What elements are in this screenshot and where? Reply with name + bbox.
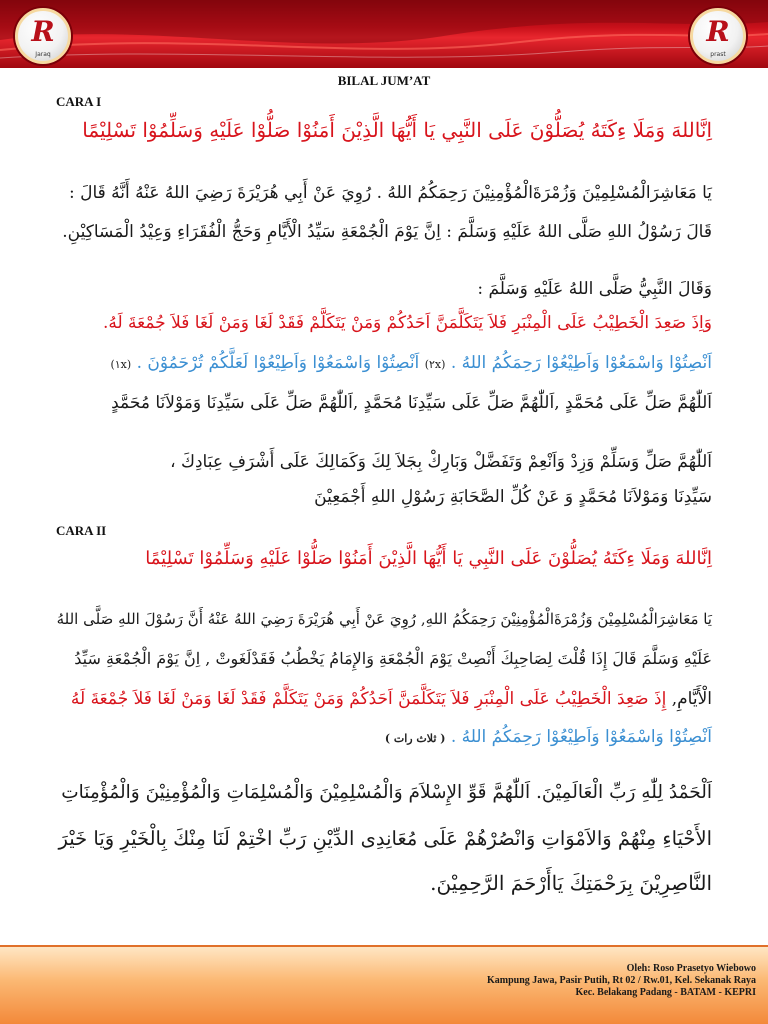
cara1-line-3: وَقَالَ النَّبِيُّ صَلَّى اللهُ عَلَيْهِ وَسَلَّمَ : — [477, 279, 712, 299]
footer-top-line — [0, 945, 768, 947]
cara1-blue-line — [110, 353, 712, 373]
footer-author: Oleh: Roso Prasetyo Wiebowo — [626, 963, 756, 974]
cara2-line-3-black: الْأَيَّامِ, — [671, 689, 712, 709]
cara2-blue-text: اَنْصِتُوْا وَاسْمَعُوْا وَاَطِيْعُوْا رَحِمَكُمُ اللهُ . — [450, 727, 712, 747]
cara1-salawat-3: سَيِّدِنَا وَمَوْلاَنَا مُحَمَّدٍ وَ عَنْ كُلِّ الصَّحَابَةِ رَسُوْلِ اللهِ أَجْمَعِيْنَ — [314, 487, 712, 507]
cara1-salawat-2: اَللّٰهُمَّ صَلِّ وَسَلِّمْ وَزِدْ وَاَنْعِمْ وَتَفَضَّلْ وَبَارِكْ بِجَلاَ لِكَ وَكَمَالِكَ عَلَى أَشْرَفِ عِبَادِكَ ، — [170, 452, 712, 472]
cara2-blue-line — [385, 727, 712, 747]
cara2-line-1: يَا مَعَاشِرَالْمُسْلِمِيْنَ وَزُمْرَةَالْمُؤْمِنِيْنَ رَحِمَكُمُ اللهِ, رُوِيَ عَنْ أَبِي هُرَيْرَةَ رَضِيَ اللهُ عَنْهُ أَنَّ رَسُوْلَ اللهِ صَلَّى اللهُ — [56, 610, 712, 628]
cara1-line-2: قَالَ رَسُوْلُ اللهِ صَلَّى اللهُ عَلَيْهِ وَسَلَّمَ : اِنَّ يَوْمَ الْجُمْعَةِ سَيِّدُ الْأَيَّامِ وَحَجُّ الْفُقَرَاءِ وَعِيْدُ الْمَسَاكِيْنِ. — [62, 222, 712, 242]
footer-credits — [487, 963, 756, 999]
section-label-cara-1: CARA I — [56, 94, 102, 109]
header-wave-decoration — [0, 0, 768, 68]
cara1-line-1: يَا مَعَاشِرَالْمُسْلِمِيْنَ وَزُمْرَةَالْمُؤْمِنِيْنَ رَحِمَكُمُ اللهُ . رُوِيَ عَنْ أَبِي هُرَيْرَةَ رَضِيَ اللهُ عَنْهُ أَنَّهُ قَالَ : — [68, 183, 712, 203]
logo-left — [15, 8, 71, 64]
cara1-blue-part-1: اَنْصِتُوْا وَاسْمَعُوْا وَاَطِيْعُوْا رَحِمَكُمُ اللهُ . — [450, 353, 712, 373]
cara1-red-line: وَاِذَ صَعِدَ الْخَطِيْبُ عَلَى الْمِنْبَرِ فَلاَ يَتَكَلَّمَنَّ اَحَدُكُمْ وَمَنْ يَتَكَلَّمْ فَقَدْ لَغَا وَمَنْ لَغَا فَلاَ جُمْعَةَ لَهُ. — [102, 313, 712, 333]
logo-right-sub: prast — [710, 51, 726, 58]
document-title: BILAL JUM’AT — [337, 73, 431, 88]
logo-left-sub: Jaraq — [35, 51, 51, 58]
cara2-count-3: ( ثلاث رات ) — [384, 732, 446, 745]
logo-right-mark: R — [706, 15, 730, 48]
cara2-line-3 — [71, 689, 712, 709]
cara1-count-1x: (١x) — [110, 358, 132, 371]
footer-address-1: Kampung Jawa, Pasir Putih, Rt 02 / Rw.01, Kel. Sekanak Raya — [486, 975, 756, 986]
cara2-line-3-red: إِذَ صَعِدَ الْخَطِيْبُ عَلَى الْمِنْبَرِ فَلاَ يَتَكَلَّمَنَّ اَحَدُكُمْ وَمَنْ يَتَكَلَّمْ فَقَدْ لَغَا وَمَنْ لَغَا فَلاَ جُمْعَةَ لَهُ — [70, 689, 667, 709]
doa-line-1: اَلْحَمْدُ لِلّٰهِ رَبِّ الْعَالَمِيْنَ. اَللّٰهُمَّ قَوِّ الإِسْلاَمَ وَالْمُسْلِمِيْنَ وَالْمُسْلِمَاتِ وَالْمُؤْمِنِيْنَ وَالْمُؤْمِنَاتِ — [61, 782, 712, 803]
cara2-ayah: اِنَّاللهَ وَمَلَا ءِكَتَهُ يُصَلُّوْنَ عَلَى النَّبِي يَا أَيُّهَا الَّذِيْنَ أَمَنُوْا صَلُّوْا عَلَيْهِ وَسَلِّمُوْا تَسْلِيْمًا — [145, 548, 712, 569]
cara1-count-2x: (٢x) — [424, 358, 446, 371]
footer-banner — [0, 945, 768, 1024]
doa-line-2: الأَحْيَاءِ مِنْهُمْ وَالاَمْوَاتِ وَانْصُرْهُمْ عَلَى مُعَانِدِى الدِّيْنِ رَبِّ اخْتِمْ لَنَا مِنْكَ بِالْخَيْرِ وَيَا خَيْرَ — [58, 827, 712, 850]
cara2-line-2: عَلَيْهِ وَسَلَّمَ قَالَ إِذَا قُلْتَ لِصَاحِبِكَ أَنْصِتْ يَوْمَ الْجُمْعَةِ وَالإِمَامُ يَخْطُبُ فَقَدْلَغَوتْ , اِنَّ يَوْمَ الْجُمْعَةِ سَيِّدُ — [74, 649, 712, 668]
cara1-blue-part-2: اَنْصِتُوْا وَاسْمَعُوْا وَاَطِيْعُوْا لَعَلَّكُمْ تُرْحَمُوْنَ . — [136, 353, 420, 373]
logo-right — [690, 8, 746, 64]
section-label-cara-2: CARA II — [56, 523, 107, 538]
header-banner — [0, 0, 768, 68]
cara1-ayah: اِنَّاللهَ وَمَلَا ءِكَتَهُ يُصَلُّوْنَ عَلَى النَّبِي يَا أَيُّهَا الَّذِيْنَ أَمَنُوْا صَلُّوْا عَلَيْهِ وَسَلِّمُوْا تَسْلِيْمًا — [82, 118, 712, 142]
cara1-salawat-1: اَللّٰهُمَّ صَلِّ عَلَى مُحَمَّدٍ ,اَللّٰهُمَّ صَلِّ عَلَى سَيِّدِنَا مُحَمَّدٍ ,اَللّٰهُمَّ صَلِّ عَلَى سَيِّدِنَا وَمَوْلاَنَا مُحَمَّدٍ — [111, 393, 712, 413]
doa-line-3: النَّاصِرِيْنَ بِرَحْمَتِكَ يَاأَرْحَمَ الرَّحِمِيْنَ. — [430, 871, 712, 895]
footer-address-2: Kec. Belakang Padang - BATAM - KEPRI — [575, 987, 756, 998]
logo-left-mark: R — [31, 15, 55, 48]
